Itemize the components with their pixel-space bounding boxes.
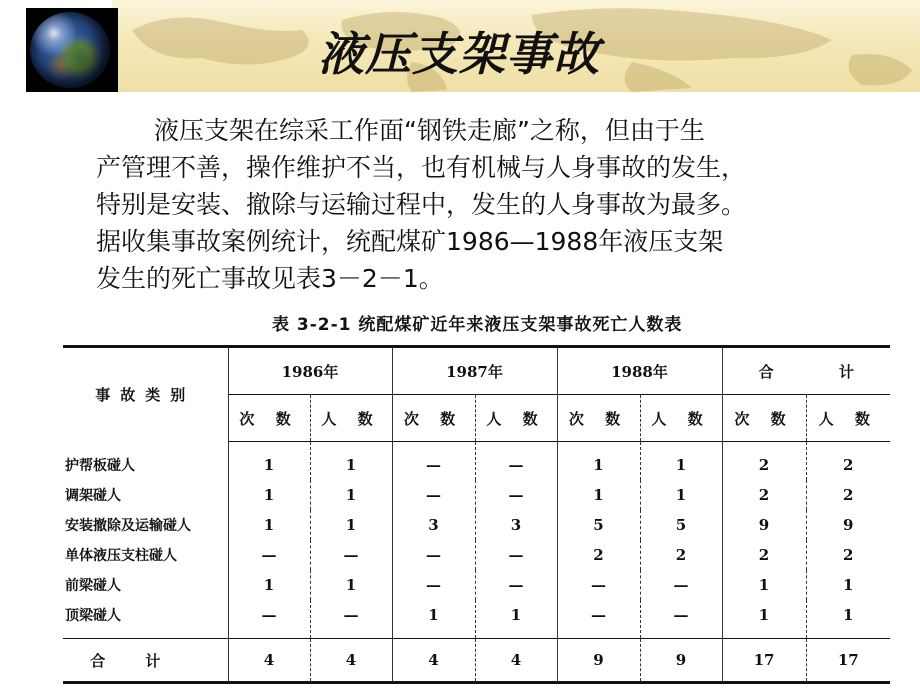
table-cell: — bbox=[475, 540, 557, 570]
table-cell: 2 bbox=[722, 480, 806, 510]
table-cell: 1 bbox=[806, 570, 890, 600]
paragraph-line: 发生的死亡事故见表3－2－1。 bbox=[96, 264, 444, 293]
category-header: 事故类别 bbox=[63, 347, 228, 442]
page-title: 液压支架事故 bbox=[318, 27, 600, 81]
table-cell: 9 bbox=[806, 510, 890, 540]
table-row bbox=[63, 480, 890, 510]
total-cell: 4 bbox=[310, 639, 392, 683]
paragraph-line: 液压支架在综采工作面“钢铁走廊”之称，但由于生 bbox=[154, 116, 705, 145]
sub-header-count: 次 数 bbox=[392, 395, 475, 442]
table-cell: — bbox=[310, 540, 392, 570]
table-cell: 1 bbox=[228, 442, 310, 481]
table-row bbox=[63, 540, 890, 570]
row-category: 护帮板碰人 bbox=[65, 457, 135, 474]
total-cell: 4 bbox=[392, 639, 475, 683]
table-cell: — bbox=[228, 540, 310, 570]
table-cell: 1 bbox=[806, 600, 890, 639]
year-header-1987: 1987年 bbox=[392, 347, 557, 395]
body-paragraph bbox=[96, 112, 896, 297]
total-cell: 17 bbox=[806, 639, 890, 683]
row-category: 顶梁碰人 bbox=[65, 608, 121, 624]
year-header-1986: 1986年 bbox=[228, 347, 392, 395]
table-cell: 1 bbox=[557, 480, 640, 510]
table-cell: 2 bbox=[722, 442, 806, 481]
table-cell: 1 bbox=[228, 480, 310, 510]
row-category: 安装撤除及运输碰人 bbox=[65, 518, 191, 534]
table-cell: — bbox=[392, 540, 475, 570]
table-row bbox=[63, 570, 890, 600]
table-cell: 1 bbox=[640, 442, 722, 481]
table-caption: 表 3-2-1 统配煤矿近年来液压支架事故死亡人数表 bbox=[272, 315, 683, 335]
table-cell: 1 bbox=[640, 480, 722, 510]
table-cell: 5 bbox=[640, 510, 722, 540]
sub-header-count: 次 数 bbox=[228, 395, 310, 442]
sub-header-persons: 人 数 bbox=[475, 395, 557, 442]
logo bbox=[26, 8, 118, 92]
table-cell: — bbox=[475, 480, 557, 510]
paragraph-line: 据收集事故案例统计，统配煤矿1986—1988年液压支架 bbox=[96, 227, 724, 256]
table-cell: 1 bbox=[392, 600, 475, 639]
total-cell: 9 bbox=[640, 639, 722, 683]
table-cell: 5 bbox=[557, 510, 640, 540]
table-cell: 2 bbox=[557, 540, 640, 570]
paragraph-line: 特别是安装、撤除与运输过程中，发生的人身事故为最多。 bbox=[96, 190, 747, 219]
total-cell: 4 bbox=[228, 639, 310, 683]
total-cell: 4 bbox=[475, 639, 557, 683]
table-row bbox=[63, 442, 890, 481]
paragraph-line: 产管理不善，操作维护不当，也有机械与人身事故的发生， bbox=[96, 153, 747, 182]
table-cell: 1 bbox=[228, 570, 310, 600]
sub-header-persons: 人 数 bbox=[310, 395, 392, 442]
table-cell: 2 bbox=[640, 540, 722, 570]
accident-table bbox=[63, 345, 890, 684]
table-cell: 1 bbox=[228, 510, 310, 540]
table-cell: — bbox=[392, 570, 475, 600]
table-cell: 2 bbox=[806, 540, 890, 570]
table-cell: 3 bbox=[475, 510, 557, 540]
table-cell: — bbox=[475, 442, 557, 481]
sub-header-persons: 人 数 bbox=[640, 395, 722, 442]
sub-header-count: 次 数 bbox=[557, 395, 640, 442]
table-cell: 1 bbox=[310, 570, 392, 600]
table-cell: — bbox=[310, 600, 392, 639]
table-cell: 2 bbox=[722, 540, 806, 570]
sub-header-count: 次 数 bbox=[722, 395, 806, 442]
table-cell: 2 bbox=[806, 442, 890, 481]
total-cell: 9 bbox=[557, 639, 640, 683]
table-cell: 1 bbox=[310, 480, 392, 510]
table-cell: 1 bbox=[475, 600, 557, 639]
total-header: 合 计 bbox=[722, 347, 890, 395]
table-cell: — bbox=[557, 570, 640, 600]
table-cell: — bbox=[640, 570, 722, 600]
table-cell: 1 bbox=[310, 510, 392, 540]
year-header-1988: 1988年 bbox=[557, 347, 722, 395]
table-total-row bbox=[63, 639, 890, 683]
globe-icon bbox=[30, 12, 110, 88]
table-cell: — bbox=[392, 480, 475, 510]
table-cell: 1 bbox=[722, 570, 806, 600]
table-cell: 2 bbox=[806, 480, 890, 510]
table-cell: — bbox=[228, 600, 310, 639]
table-cell: 3 bbox=[392, 510, 475, 540]
table-cell: — bbox=[557, 600, 640, 639]
row-category: 前梁碰人 bbox=[65, 578, 121, 594]
table-row bbox=[63, 510, 890, 540]
row-category: 调架碰人 bbox=[65, 488, 121, 504]
table-cell: 1 bbox=[557, 442, 640, 481]
row-category: 单体液压支柱碰人 bbox=[65, 548, 177, 564]
table-cell: 1 bbox=[310, 442, 392, 481]
total-cell: 17 bbox=[722, 639, 806, 683]
sub-header-persons: 人 数 bbox=[806, 395, 890, 442]
table-cell: — bbox=[475, 570, 557, 600]
total-label: 合计 bbox=[63, 639, 228, 683]
table-cell: 9 bbox=[722, 510, 806, 540]
table-cell: — bbox=[392, 442, 475, 481]
table-cell: — bbox=[640, 600, 722, 639]
table-row bbox=[63, 600, 890, 639]
table-cell: 1 bbox=[722, 600, 806, 639]
